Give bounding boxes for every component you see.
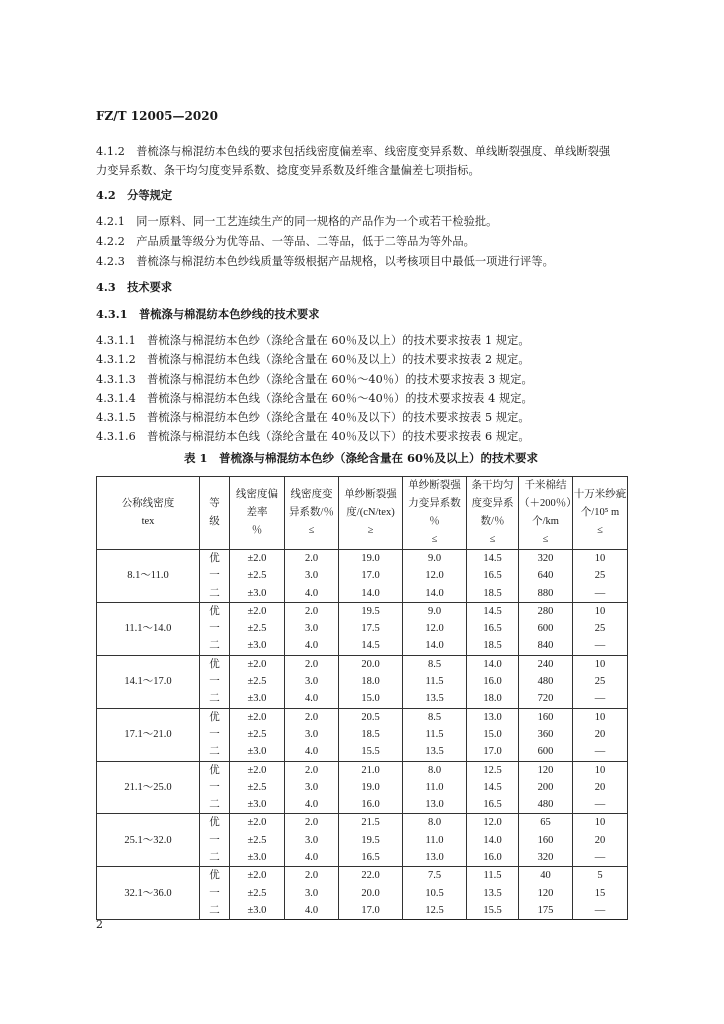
table-cell: 10	[573, 814, 628, 832]
table-cell: 13.5	[467, 885, 519, 902]
column-header-line: 度变异系	[471, 498, 514, 509]
column-header-line: 个/km	[532, 516, 559, 527]
table-cell: 18.5	[467, 637, 519, 655]
table-cell: 200	[519, 779, 573, 796]
column-header-line: ≤	[431, 534, 438, 545]
table-cell: ±2.0	[230, 550, 285, 568]
table-cell: —	[573, 637, 628, 655]
table-cell: 320	[519, 849, 573, 867]
clause-number: 4.3.1.4	[96, 392, 136, 405]
grade-cell: 优	[200, 867, 230, 885]
table-cell: 3.0	[285, 779, 339, 796]
table-cell: ±3.0	[230, 743, 285, 761]
table-cell: ±2.0	[230, 761, 285, 779]
clause-title: 技术要求	[127, 280, 173, 294]
grade-cell: 二	[200, 743, 230, 761]
table-cell: 14.5	[467, 602, 519, 620]
column-header-line: 力变异系数	[408, 498, 461, 509]
clause-body: 普梳涤与棉混纺本色纱线质量等级根据产品规格，以考核项目中最低一项进行评等。	[136, 255, 554, 268]
table-cell: 14.5	[339, 637, 403, 655]
table-cell: 17.0	[339, 567, 403, 584]
clause-title: 普梳涤与棉混纺本色纱线的技术要求	[138, 307, 320, 321]
table-cell: 12.0	[403, 620, 467, 637]
table-cell: 11.5	[467, 867, 519, 885]
table-cell: 11.0	[403, 779, 467, 796]
table-cell: 19.5	[339, 832, 403, 849]
header-row	[97, 477, 628, 550]
table-cell: 480	[519, 673, 573, 690]
table-cell: 19.5	[339, 602, 403, 620]
column-header	[285, 477, 339, 550]
column-header-line: 单纱断裂强	[344, 489, 397, 500]
column-header-line: ≤	[308, 525, 315, 536]
table-cell: 280	[519, 602, 573, 620]
table-cell: 20.0	[339, 655, 403, 673]
table-cell: 17.5	[339, 620, 403, 637]
clause-number: 4.3.1.2	[96, 353, 136, 366]
clause-number: 4.2.1	[96, 215, 125, 228]
table-cell: ±2.5	[230, 779, 285, 796]
standard-code: FZ/T 12005—2020	[96, 109, 218, 123]
grade-cell: 一	[200, 620, 230, 637]
table-cell: ±2.5	[230, 832, 285, 849]
column-header-line: ％	[429, 516, 440, 527]
table-cell: ±3.0	[230, 849, 285, 867]
table-cell: 9.0	[403, 550, 467, 568]
table-cell: 8.0	[403, 761, 467, 779]
column-header	[97, 477, 200, 550]
column-header-line: ≤	[597, 525, 603, 536]
grade-cell: 二	[200, 690, 230, 708]
grade-cell: 一	[200, 779, 230, 796]
table-cell: 25	[573, 620, 628, 637]
table-cell: 2.0	[285, 761, 339, 779]
table-row	[97, 814, 628, 832]
clause-4-3-1-heading	[96, 306, 320, 322]
column-header-line: 公称线密度	[121, 498, 175, 509]
clause-number: 4.3.1.5	[96, 411, 136, 424]
clause-4-3-1-5	[96, 409, 530, 425]
clause-number: 4.2	[96, 188, 116, 202]
clause-number: 4.3.1.6	[96, 430, 136, 443]
table-cell: 3.0	[285, 726, 339, 743]
clause-4-2-1	[96, 213, 497, 229]
table-cell: 4.0	[285, 637, 339, 655]
table-cell: 360	[519, 726, 573, 743]
clause-number: 4.1.2	[96, 145, 125, 158]
table-cell: ±2.0	[230, 867, 285, 885]
table-cell: ±3.0	[230, 902, 285, 920]
table-cell: 17.0	[339, 902, 403, 920]
grade-cell: 二	[200, 902, 230, 920]
clause-body: 普梳涤与棉混纺本色线（涤纶含量在 60％～40％）的技术要求按表 4 规定。	[147, 392, 533, 405]
table-cell: ±2.0	[230, 814, 285, 832]
table-row	[97, 655, 628, 673]
table-cell: 4.0	[285, 743, 339, 761]
table-cell: 12.5	[467, 761, 519, 779]
table-cell: 4.0	[285, 585, 339, 603]
table-cell: —	[573, 585, 628, 603]
column-header-line: ≤	[489, 534, 496, 545]
table-cell: 15.5	[467, 902, 519, 920]
column-header-line: 度/(cN/tex)	[346, 507, 395, 518]
table-cell: —	[573, 690, 628, 708]
clause-4-2-3	[96, 253, 554, 269]
table-cell: 4.0	[285, 690, 339, 708]
table-cell: 4.0	[285, 902, 339, 920]
clause-number: 4.3.1.3	[96, 373, 136, 386]
grade-cell: 优	[200, 550, 230, 568]
table-cell: 14.0	[403, 585, 467, 603]
table-cell: 13.5	[403, 743, 467, 761]
table-cell: 240	[519, 655, 573, 673]
table-cell: 11.5	[403, 673, 467, 690]
clause-body: 产品质量等级分为优等品、一等品、二等品，低于二等品为等外品。	[136, 235, 475, 248]
grade-cell: 一	[200, 885, 230, 902]
column-header-line: 单纱断裂强	[408, 480, 461, 491]
table-row	[97, 867, 628, 885]
table-cell: 4.0	[285, 849, 339, 867]
table-cell: 7.5	[403, 867, 467, 885]
table-cell: 11.0	[403, 832, 467, 849]
clause-number: 4.3.1	[96, 307, 128, 321]
clause-body: 同一原料、同一工艺连续生产的同一规格的产品作为一个或若干检验批。	[136, 215, 498, 228]
table-cell: 12.0	[403, 567, 467, 584]
table-cell: 16.5	[467, 796, 519, 814]
table-cell: 2.0	[285, 867, 339, 885]
table-cell: 22.0	[339, 867, 403, 885]
table-cell: —	[573, 796, 628, 814]
table-caption: 表 1 普梳涤与棉混纺本色纱（涤纶含量在 60％及以上）的技术要求	[183, 451, 538, 465]
table-cell: 120	[519, 885, 573, 902]
table-cell: 40	[519, 867, 573, 885]
grade-cell: 二	[200, 796, 230, 814]
clause-body: 普梳涤与棉混纺本色纱（涤纶含量在 60％及以上）的技术要求按表 1 规定。	[147, 334, 530, 347]
table-cell: —	[573, 902, 628, 920]
clause-body: 普梳涤与棉混纺本色线（涤纶含量在 40％及以下）的技术要求按表 6 规定。	[147, 430, 530, 443]
table-cell: 12.0	[467, 814, 519, 832]
nominal-linear-density-cell: 21.1～25.0	[97, 761, 200, 814]
column-header-line: ≤	[542, 534, 549, 545]
nominal-linear-density-cell: 17.1～21.0	[97, 708, 200, 761]
table-cell: ±2.5	[230, 726, 285, 743]
clause-body: 普梳涤与棉混纺本色线的要求包括线密度偏差率、线密度变异系数、单线断裂强度、单线断裂强	[136, 145, 611, 158]
table-cell: ±3.0	[230, 637, 285, 655]
table-cell: 3.0	[285, 673, 339, 690]
table-cell: 17.0	[467, 743, 519, 761]
clause-4-2-heading	[96, 187, 172, 203]
table-cell: 10	[573, 550, 628, 568]
table-cell: 2.0	[285, 655, 339, 673]
clause-body: 普梳涤与棉混纺本色线（涤纶含量在 60％及以上）的技术要求按表 2 规定。	[147, 353, 530, 366]
table-cell: 11.5	[403, 726, 467, 743]
table-cell: ±3.0	[230, 585, 285, 603]
column-header	[519, 477, 577, 550]
table-cell: 15	[573, 885, 628, 902]
nominal-linear-density-cell: 11.1～14.0	[97, 602, 200, 655]
table-cell: 880	[519, 585, 573, 603]
grade-cell: 一	[200, 726, 230, 743]
column-header-line: 级	[209, 516, 220, 527]
column-header	[467, 477, 519, 550]
column-header	[200, 477, 230, 550]
table-cell: 8.5	[403, 708, 467, 726]
table-cell: 14.5	[467, 550, 519, 568]
table-cell: 175	[519, 902, 573, 920]
table-cell: 20.5	[339, 708, 403, 726]
clause-number: 4.3	[96, 280, 116, 294]
clause-4-3-1-4	[96, 390, 533, 406]
nominal-linear-density-cell: 14.1～17.0	[97, 655, 200, 708]
table-cell: 10.5	[403, 885, 467, 902]
table-cell: 10	[573, 708, 628, 726]
table-cell: 14.5	[467, 779, 519, 796]
table-cell: 25	[573, 567, 628, 584]
table-cell: 600	[519, 743, 573, 761]
table-cell: ±3.0	[230, 690, 285, 708]
table-cell: 720	[519, 690, 573, 708]
table-cell: 20.0	[339, 885, 403, 902]
column-header-line: 千米棉结	[524, 480, 567, 491]
table-cell: 3.0	[285, 620, 339, 637]
table-cell: 3.0	[285, 567, 339, 584]
table-cell: 8.0	[403, 814, 467, 832]
table-cell: 600	[519, 620, 573, 637]
table-cell: 14.0	[467, 655, 519, 673]
table-cell: 120	[519, 761, 573, 779]
table-cell: 10	[573, 602, 628, 620]
table-cell: 18.5	[339, 726, 403, 743]
clause-4-3-1-3	[96, 371, 533, 387]
table-cell: 14.0	[403, 637, 467, 655]
table-cell: 2.0	[285, 708, 339, 726]
clause-body: 力变异系数、条干均匀度变异系数、捻度变异系数及纤维含量偏差七项指标。	[96, 164, 480, 177]
table-row	[97, 602, 628, 620]
grade-cell: 二	[200, 637, 230, 655]
clause-4-2-2	[96, 233, 475, 249]
table-cell: 16.5	[467, 620, 519, 637]
grade-cell: 优	[200, 708, 230, 726]
table-cell: ±2.0	[230, 655, 285, 673]
table-cell: 640	[519, 567, 573, 584]
nominal-linear-density-cell: 25.1～32.0	[97, 814, 200, 867]
table-cell: 16.0	[467, 673, 519, 690]
table-cell: 160	[519, 832, 573, 849]
table-cell: 20	[573, 832, 628, 849]
table-cell: ±2.0	[230, 602, 285, 620]
table-cell: 25	[573, 673, 628, 690]
table-cell: 20	[573, 779, 628, 796]
table-cell: 480	[519, 796, 573, 814]
column-header-line: 异系数/％	[289, 507, 334, 518]
column-header	[403, 477, 467, 550]
table-cell: 3.0	[285, 885, 339, 902]
table-cell: 2.0	[285, 550, 339, 568]
table-cell: 18.5	[467, 585, 519, 603]
table-cell: 14.0	[467, 832, 519, 849]
table-header	[97, 477, 628, 550]
table-cell: 16.0	[467, 849, 519, 867]
clause-title: 分等规定	[127, 188, 173, 202]
grade-cell: 优	[200, 655, 230, 673]
clause-4-3-1-6	[96, 428, 530, 444]
grade-cell: 二	[200, 585, 230, 603]
column-header-line: 条干均匀	[471, 480, 514, 491]
table-cell: 19.0	[339, 550, 403, 568]
column-header-line: tex	[141, 516, 155, 527]
table-cell: 14.0	[339, 585, 403, 603]
table-cell: 16.5	[339, 849, 403, 867]
table-cell: 840	[519, 637, 573, 655]
column-header-line: 等	[209, 498, 220, 509]
nominal-linear-density-cell: 8.1～11.0	[97, 550, 200, 603]
table-cell: 5	[573, 867, 628, 885]
column-header-line: （＋200％）	[519, 498, 577, 509]
table-cell: 4.0	[285, 796, 339, 814]
table-cell: 8.5	[403, 655, 467, 673]
table-cell: 15.0	[339, 690, 403, 708]
page-number: 2	[96, 918, 103, 931]
table-cell: 15.5	[339, 743, 403, 761]
table-row	[97, 708, 628, 726]
table-cell: 13.0	[403, 849, 467, 867]
column-header	[230, 477, 285, 550]
column-header-line: 数/％	[480, 516, 505, 527]
table-cell: 2.0	[285, 814, 339, 832]
grade-cell: 一	[200, 832, 230, 849]
table-cell: 320	[519, 550, 573, 568]
table-cell: 12.5	[403, 902, 467, 920]
grade-cell: 一	[200, 567, 230, 584]
column-header	[339, 477, 403, 550]
column-header-line: 线密度偏	[236, 489, 278, 500]
table-cell: 160	[519, 708, 573, 726]
table-cell: 19.0	[339, 779, 403, 796]
column-header-line: ％	[251, 525, 263, 536]
grade-cell: 二	[200, 849, 230, 867]
table-cell: 10	[573, 655, 628, 673]
table-cell: 20	[573, 726, 628, 743]
clause-4-1-2-line2	[96, 162, 480, 178]
column-header-line: 个/10⁵ m	[580, 507, 620, 518]
table-cell: —	[573, 743, 628, 761]
table-cell: —	[573, 849, 628, 867]
column-header	[573, 477, 628, 550]
clause-number: 4.2.2	[96, 235, 125, 248]
column-header-line: 十万米纱疵	[573, 489, 627, 500]
table-cell: 18.0	[339, 673, 403, 690]
column-header-line: ≥	[367, 525, 374, 536]
clause-4-1-2-line1	[96, 143, 610, 159]
technical-requirements-table	[96, 476, 628, 920]
clause-4-3-1-2	[96, 351, 530, 367]
clause-number: 4.3.1.1	[96, 334, 136, 347]
table-cell: 10	[573, 761, 628, 779]
table-cell: ±2.5	[230, 620, 285, 637]
clause-4-3-heading	[96, 279, 172, 295]
table-cell: ±2.5	[230, 673, 285, 690]
table-cell: 13.0	[467, 708, 519, 726]
table-cell: ±2.0	[230, 708, 285, 726]
table-row	[97, 761, 628, 779]
table-cell: 3.0	[285, 832, 339, 849]
table-cell: 21.5	[339, 814, 403, 832]
column-header-line: 差率	[246, 507, 268, 518]
table-row	[97, 550, 628, 568]
grade-cell: 一	[200, 673, 230, 690]
table-cell: 18.0	[467, 690, 519, 708]
table-cell: 16.0	[339, 796, 403, 814]
clause-body: 普梳涤与棉混纺本色纱（涤纶含量在 60％～40％）的技术要求按表 3 规定。	[147, 373, 533, 386]
grade-cell: 优	[200, 602, 230, 620]
table-cell: ±3.0	[230, 796, 285, 814]
table-cell: 13.5	[403, 690, 467, 708]
table-cell: 2.0	[285, 602, 339, 620]
grade-cell: 优	[200, 814, 230, 832]
clause-number: 4.2.3	[96, 255, 125, 268]
clause-body: 普梳涤与棉混纺本色纱（涤纶含量在 40％及以下）的技术要求按表 5 规定。	[147, 411, 530, 424]
table-cell: 9.0	[403, 602, 467, 620]
table-body	[97, 550, 628, 920]
clause-4-3-1-1	[96, 332, 530, 348]
nominal-linear-density-cell: 32.1～36.0	[97, 867, 200, 920]
table-cell: ±2.5	[230, 885, 285, 902]
grade-cell: 优	[200, 761, 230, 779]
table-cell: 16.5	[467, 567, 519, 584]
table-cell: 13.0	[403, 796, 467, 814]
table-cell: 21.0	[339, 761, 403, 779]
table-cell: ±2.5	[230, 567, 285, 584]
table-cell: 15.0	[467, 726, 519, 743]
column-header-line: 线密度变	[290, 489, 333, 500]
table-cell: 65	[519, 814, 573, 832]
